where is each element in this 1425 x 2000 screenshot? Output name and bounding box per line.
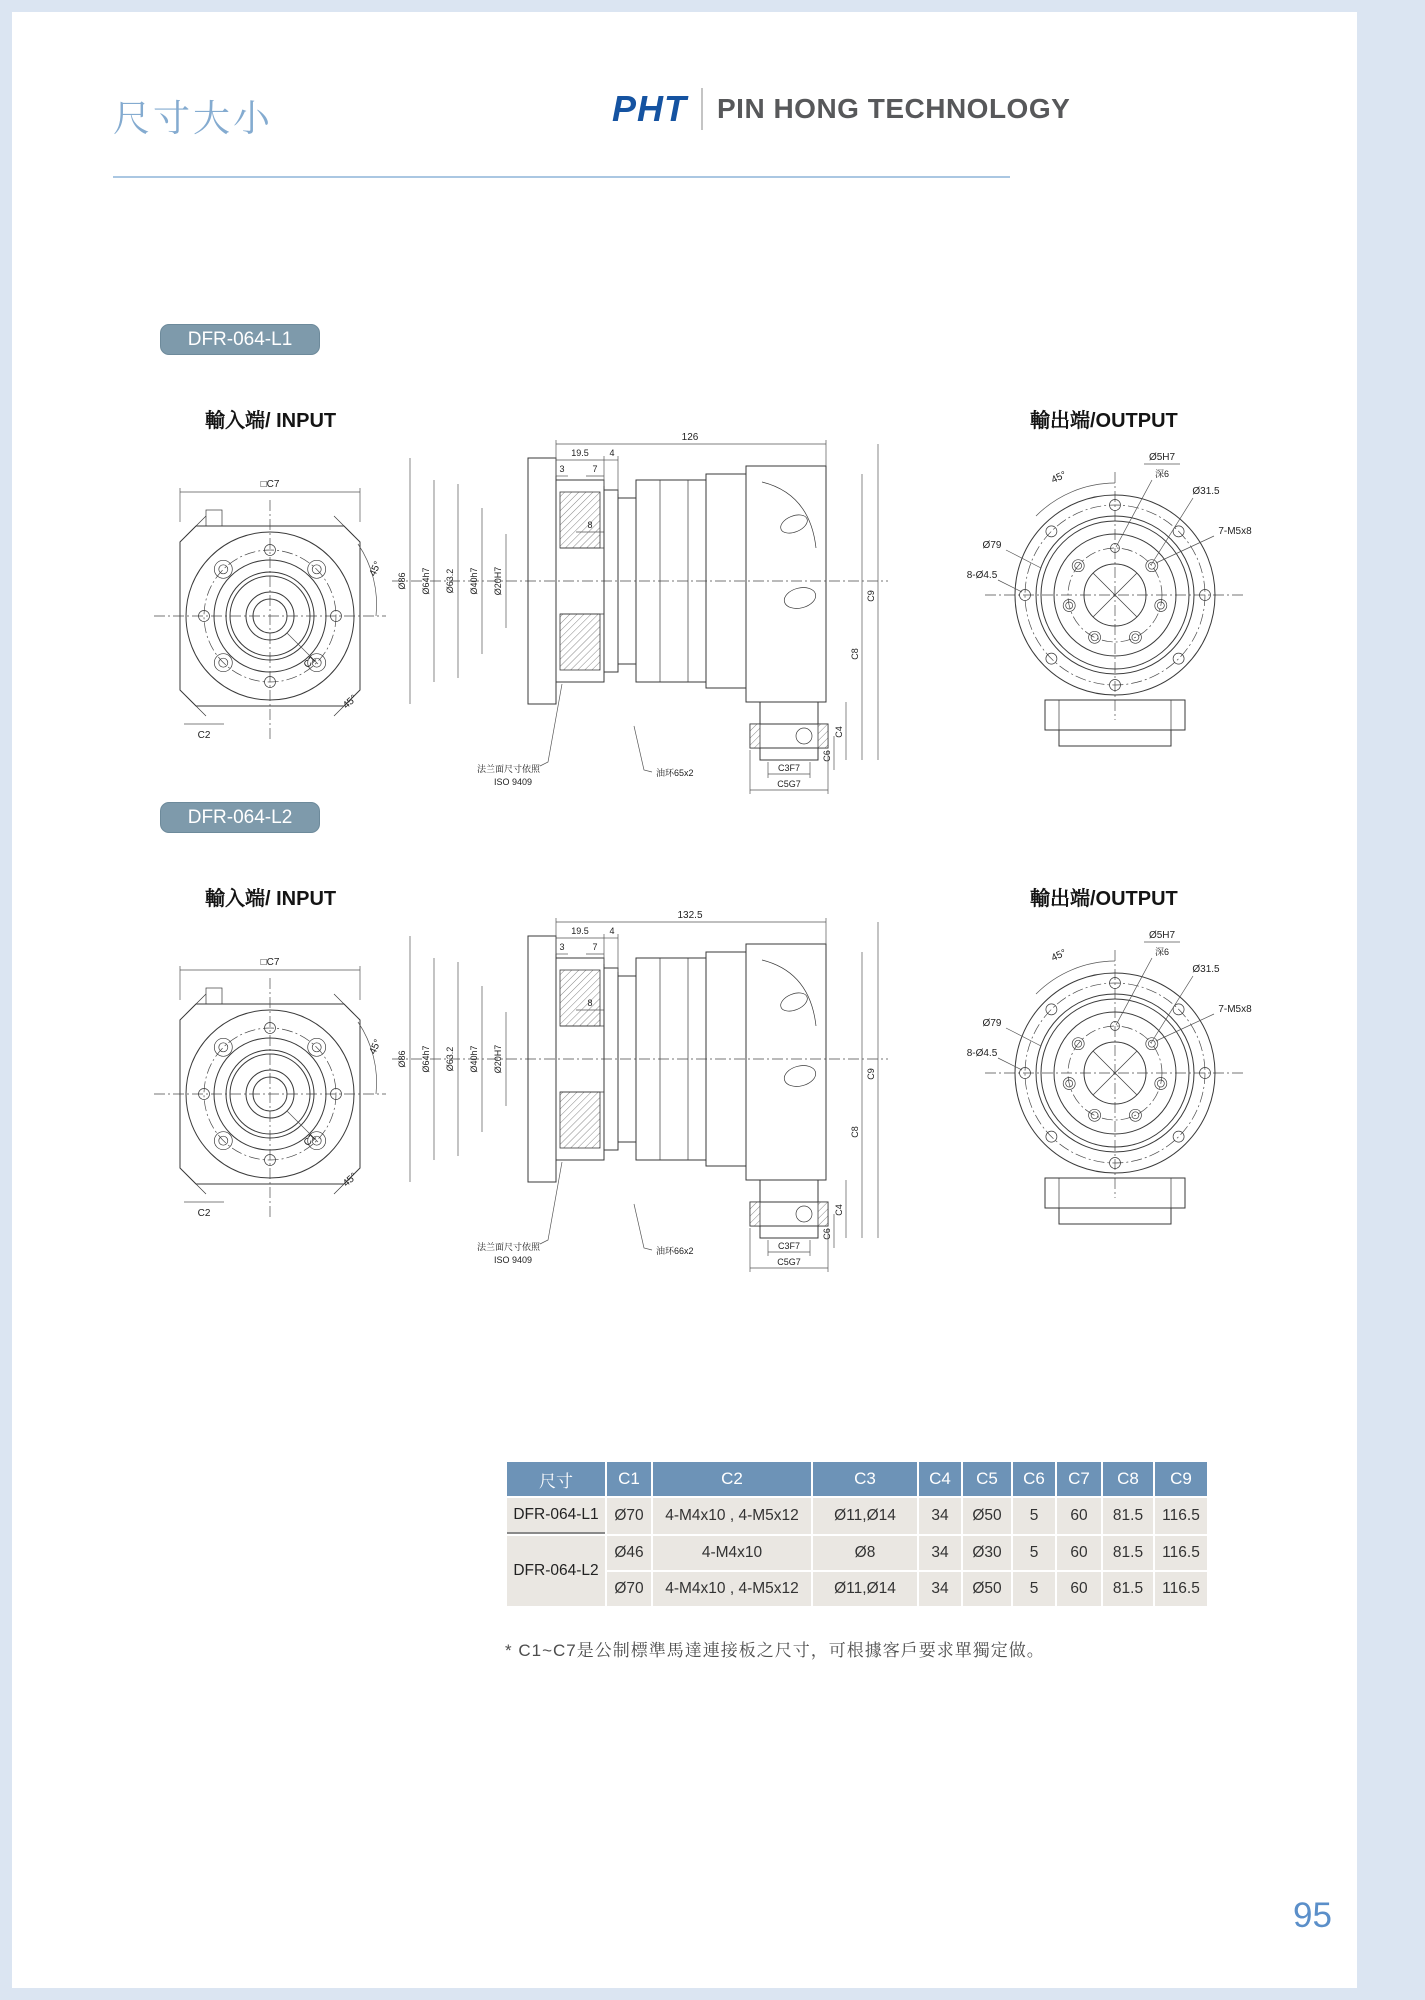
flange-note-line1: 法兰面尺寸依照 bbox=[476, 764, 540, 774]
input-front-view bbox=[150, 944, 390, 1224]
dim-dia40h7: Ø40h7 bbox=[469, 1045, 479, 1073]
cell: Ø8 bbox=[813, 1536, 917, 1570]
dim-angle-45: 45° bbox=[1049, 469, 1069, 486]
cell: 34 bbox=[919, 1536, 961, 1570]
brand-divider bbox=[701, 88, 703, 130]
dim-dia86: Ø86 bbox=[397, 572, 407, 590]
table-row bbox=[507, 1572, 1207, 1606]
dim-dia20H7: Ø20H7 bbox=[493, 1044, 503, 1074]
dim-key-width: 8 bbox=[587, 520, 593, 530]
dim-angle-45: 45° bbox=[1049, 947, 1069, 964]
cell: 116.5 bbox=[1155, 1498, 1207, 1534]
cell: Ø50 bbox=[963, 1572, 1011, 1606]
cell: Ø70 bbox=[607, 1572, 651, 1606]
model-section bbox=[140, 802, 1300, 1280]
cell: 4-M4x10 bbox=[653, 1536, 811, 1570]
table-header-row bbox=[507, 1462, 1207, 1496]
cell: 60 bbox=[1057, 1536, 1101, 1570]
cell: 116.5 bbox=[1155, 1536, 1207, 1570]
dim-4: 4 bbox=[609, 448, 615, 458]
dim-dia63-2: Ø63.2 bbox=[445, 1046, 455, 1072]
table-row bbox=[507, 1498, 1207, 1534]
cell: Ø46 bbox=[607, 1536, 651, 1570]
model-cell: DFR-064-L2 bbox=[507, 1536, 605, 1606]
cell: 60 bbox=[1057, 1572, 1101, 1606]
dim-thread: 7-M5x8 bbox=[1218, 1004, 1252, 1015]
page-frame-bottom bbox=[0, 1988, 1425, 2000]
cell: 4-M4x10 , 4-M5x12 bbox=[653, 1572, 811, 1606]
model-badge: DFR-064-L2 bbox=[160, 802, 320, 833]
output-view-title: 輸出端/OUTPUT bbox=[1030, 888, 1178, 910]
dim-pilot-dia: Ø31.5 bbox=[1192, 964, 1220, 975]
col-c5: C5 bbox=[963, 1462, 1011, 1496]
col-c8: C8 bbox=[1103, 1462, 1153, 1496]
dim-c9: C9 bbox=[866, 590, 876, 602]
dim-dia20H7: Ø20H7 bbox=[493, 566, 503, 596]
page-frame-left bbox=[0, 0, 12, 2000]
dim-angle-45-1: 45° bbox=[367, 1037, 384, 1057]
cell: 4-M4x10 , 4-M5x12 bbox=[653, 1498, 811, 1534]
cell: 5 bbox=[1013, 1572, 1055, 1606]
input-view-title: 輸入端/ INPUT bbox=[205, 888, 337, 910]
footnote: * C1~C7是公制標準馬達連接板之尺寸，可根據客戶要求單獨定做。 bbox=[505, 1641, 1045, 1660]
output-front-view bbox=[950, 898, 1270, 1238]
col-c6: C6 bbox=[1013, 1462, 1055, 1496]
col-c7: C7 bbox=[1057, 1462, 1101, 1496]
dim-c1: C1 bbox=[301, 653, 319, 671]
model-cell: DFR-064-L1 bbox=[507, 1498, 605, 1534]
dim-c4: C4 bbox=[834, 1204, 844, 1216]
dimension-table bbox=[505, 1460, 1209, 1608]
dim-angle-45-2: 45° bbox=[341, 1170, 360, 1190]
dim-4: 4 bbox=[609, 926, 615, 936]
dim-bolt-holes: 8-Ø4.5 bbox=[966, 1048, 998, 1059]
dim-c2: C2 bbox=[197, 730, 211, 741]
cell: Ø11,Ø14 bbox=[813, 1498, 917, 1534]
dim-c6: C6 bbox=[822, 750, 832, 762]
dim-c5g7: C5G7 bbox=[777, 1257, 801, 1267]
cell: Ø50 bbox=[963, 1498, 1011, 1534]
input-front-view bbox=[150, 466, 390, 746]
dim-c4: C4 bbox=[834, 726, 844, 738]
page-frame-top bbox=[0, 0, 1425, 12]
cell: 60 bbox=[1057, 1498, 1101, 1534]
col-c3: C3 bbox=[813, 1462, 917, 1496]
cell: Ø70 bbox=[607, 1498, 651, 1534]
cell: 34 bbox=[919, 1572, 961, 1606]
dim-flange-dia: Ø79 bbox=[982, 540, 1002, 551]
dim-pin-depth: 深6 bbox=[1154, 947, 1170, 957]
dim-dia86: Ø86 bbox=[397, 1050, 407, 1068]
output-front-view bbox=[950, 420, 1270, 760]
dim-square-size: □C7 bbox=[260, 479, 280, 490]
dim-square-size: □C7 bbox=[260, 957, 280, 968]
dim-7: 7 bbox=[592, 464, 598, 474]
dim-pilot-dia: Ø31.5 bbox=[1192, 486, 1220, 497]
dim-3: 3 bbox=[559, 464, 565, 474]
dim-c5g7: C5G7 bbox=[777, 779, 801, 789]
dim-c8: C8 bbox=[850, 648, 860, 660]
dim-bolt-holes: 8-Ø4.5 bbox=[966, 570, 998, 581]
flange-note-line2: ISO 9409 bbox=[493, 1255, 532, 1265]
cell: 116.5 bbox=[1155, 1572, 1207, 1606]
page-title: 尺寸大小 bbox=[113, 98, 273, 139]
col-c4: C4 bbox=[919, 1462, 961, 1496]
dim-key-width: 8 bbox=[587, 998, 593, 1008]
cell: 81.5 bbox=[1103, 1536, 1153, 1570]
flange-note-line1: 法兰面尺寸依照 bbox=[476, 1242, 540, 1252]
model-section bbox=[140, 324, 1300, 802]
dim-dia64h7: Ø64h7 bbox=[421, 567, 431, 595]
dim-c3f7: C3F7 bbox=[777, 763, 801, 773]
dim-pin-bore: Ø5H7 bbox=[1148, 930, 1176, 941]
dim-7: 7 bbox=[592, 942, 598, 952]
pht-logo: PHT bbox=[612, 88, 687, 129]
cell: 34 bbox=[919, 1498, 961, 1534]
col-c9: C9 bbox=[1155, 1462, 1207, 1496]
dim-flange-dia: Ø79 bbox=[982, 1018, 1002, 1029]
dim-c1: C1 bbox=[301, 1131, 319, 1149]
dim-c9: C9 bbox=[866, 1068, 876, 1080]
flange-note-line2: ISO 9409 bbox=[493, 777, 532, 787]
dim-3: 3 bbox=[559, 942, 565, 952]
cell: 5 bbox=[1013, 1498, 1055, 1534]
col-c1: C1 bbox=[607, 1462, 651, 1496]
cell: Ø11,Ø14 bbox=[813, 1572, 917, 1606]
dim-pin-depth: 深6 bbox=[1154, 469, 1170, 479]
brand-block bbox=[612, 88, 1070, 130]
dim-angle-45-1: 45° bbox=[367, 559, 384, 579]
dim-overall-length: 126 bbox=[681, 432, 699, 443]
dim-dia40h7: Ø40h7 bbox=[469, 567, 479, 595]
cell: 81.5 bbox=[1103, 1498, 1153, 1534]
cell: 5 bbox=[1013, 1536, 1055, 1570]
header-rule bbox=[113, 176, 1010, 178]
page-frame-right bbox=[1357, 0, 1425, 2000]
cell: Ø30 bbox=[963, 1536, 1011, 1570]
dim-overall-length: 132.5 bbox=[677, 910, 703, 921]
input-view-title: 輸入端/ INPUT bbox=[205, 410, 337, 432]
dim-angle-45-2: 45° bbox=[341, 692, 360, 712]
dim-pin-bore: Ø5H7 bbox=[1148, 452, 1176, 463]
dim-c8: C8 bbox=[850, 1126, 860, 1138]
side-section-view bbox=[390, 904, 890, 1274]
oil-ring-note: 油环66x2 bbox=[656, 1246, 694, 1256]
cell: 81.5 bbox=[1103, 1572, 1153, 1606]
dim-c3f7: C3F7 bbox=[777, 1241, 801, 1251]
dim-c6: C6 bbox=[822, 1228, 832, 1240]
dim-thread: 7-M5x8 bbox=[1218, 526, 1252, 537]
page-number: 95 bbox=[1293, 1896, 1332, 1935]
oil-ring-note: 油环65x2 bbox=[656, 768, 694, 778]
output-view-title: 輸出端/OUTPUT bbox=[1030, 410, 1178, 432]
side-section-view bbox=[390, 426, 890, 796]
col-size: 尺寸 bbox=[507, 1462, 605, 1496]
dim-dia64h7: Ø64h7 bbox=[421, 1045, 431, 1073]
company-name: PIN HONG TECHNOLOGY bbox=[717, 93, 1071, 124]
model-badge: DFR-064-L1 bbox=[160, 324, 320, 355]
dim-19-5: 19.5 bbox=[571, 926, 589, 936]
table-row bbox=[507, 1536, 1207, 1570]
dim-dia63-2: Ø63.2 bbox=[445, 568, 455, 594]
dim-c2: C2 bbox=[197, 1208, 211, 1219]
dim-19-5: 19.5 bbox=[571, 448, 589, 458]
col-c2: C2 bbox=[653, 1462, 811, 1496]
